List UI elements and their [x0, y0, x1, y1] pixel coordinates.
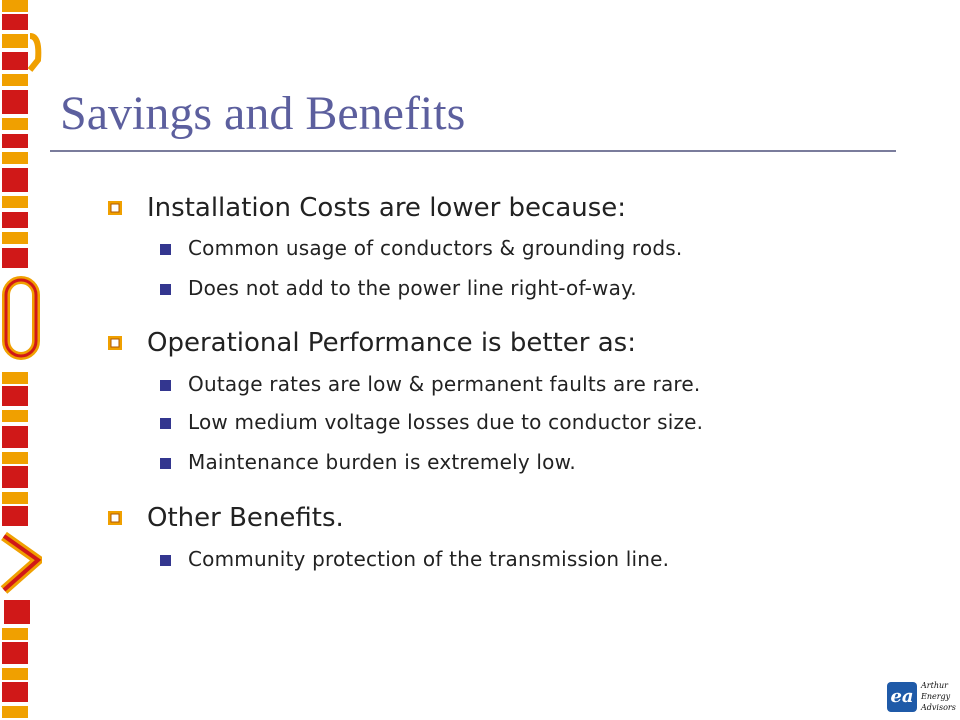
logo-line: Advisors [921, 703, 956, 712]
company-logo [887, 680, 957, 716]
slide-title: Savings and Benefits [60, 87, 466, 140]
section-heading-installation [147, 192, 626, 224]
list-item-text: Maintenance burden is extremely low. [188, 450, 576, 474]
bullet-icon [160, 380, 171, 391]
decorative-side-stripe [0, 0, 42, 720]
list-item [188, 449, 576, 475]
logo-line: Energy [921, 692, 951, 701]
square-bullet-icon [108, 511, 122, 525]
section-heading-other [147, 502, 344, 534]
bullet-icon [160, 458, 171, 469]
list-item-text: Low medium voltage losses due to conductor size. [188, 410, 704, 434]
list-item-text: Common usage of conductors & grounding rods. [188, 236, 683, 260]
logo-wordmark [921, 680, 956, 713]
list-item [188, 546, 669, 572]
list-item [188, 409, 703, 435]
square-bullet-icon [108, 336, 122, 350]
square-bullet-icon [108, 201, 122, 215]
bullet-icon [160, 555, 171, 566]
bullet-icon [160, 284, 171, 295]
bullet-icon [160, 418, 171, 429]
section-heading-text: Operational Performance is better as: [147, 328, 636, 358]
list-item [188, 235, 682, 261]
bullet-icon [160, 244, 171, 255]
list-item [188, 275, 637, 301]
title-divider [50, 150, 896, 152]
section-heading-text: Other Benefits. [147, 503, 344, 533]
section-heading-text: Installation Costs are lower because: [147, 193, 627, 223]
list-item-text: Community protection of the transmission line. [188, 547, 670, 571]
list-item-text: Outage rates are low & permanent faults are rare. [188, 372, 701, 396]
list-item-text: Does not add to the power line right-of-way. [188, 276, 637, 300]
logo-line: Arthur [921, 681, 948, 690]
list-item [188, 371, 700, 397]
logo-mark: ea [887, 682, 917, 712]
section-heading-performance [147, 327, 636, 359]
